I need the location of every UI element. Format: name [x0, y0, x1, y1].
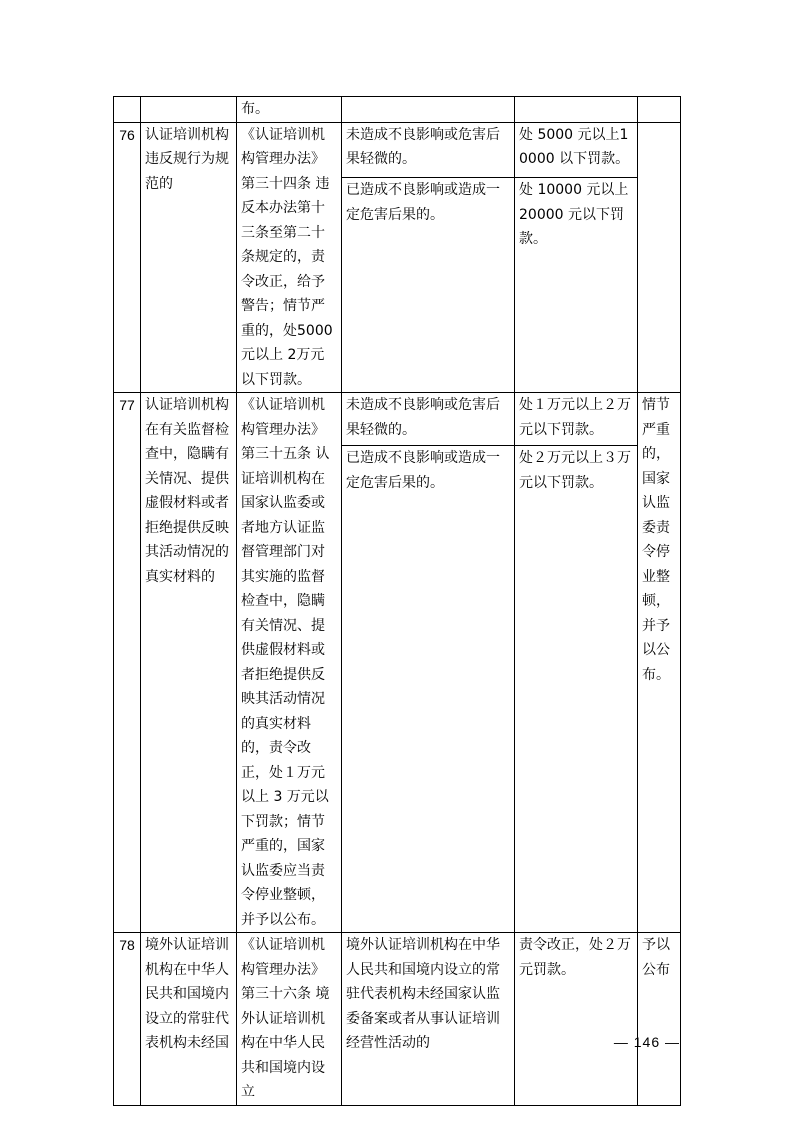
legal-basis-text: 《认证培训机构管理办法》第三十六条 境外认证培训机构在中华人民共和国境内设立: [237, 933, 342, 1106]
legal-basis-text: 《认证培训机构管理办法》第三十四条 违反本办法第十三条至第二十条规定的，责令改正，给予警告；情节严重的，处5000 元以上 2万元以下罚款。: [237, 122, 342, 393]
table-row: [114, 933, 681, 1106]
note-text: 情节严重的，国家认监委责令停业整顿，并予以公布。: [638, 393, 681, 933]
legal-basis-text: 《认证培训机构管理办法》第三十五条 认证培训机构在国家认监委或者地方认证监督管理部门对其实施的监督检查中，隐瞒有关情况、提供虚假材料或者拒绝提供反映其活动情况的真实材料的，责令改正，处１万元以上 3 万元以下罚款；情节严重的，国家认监委应当责令停业整顿，并予以公布。: [237, 393, 342, 933]
penalty-text: 责令改正，处２万元罚款。: [515, 933, 638, 1106]
cell-violation: [141, 97, 237, 123]
violation-text: 境外认证培训机构在中华人民共和国境内设立的常驻代表机构未经国: [141, 933, 237, 1106]
cell-penalty: [515, 97, 638, 123]
cell-note: [638, 97, 681, 123]
table-row: [114, 122, 681, 178]
circumstance-text: 已造成不良影响或造成一定危害后果的。: [342, 178, 515, 393]
note-text: [638, 122, 681, 393]
row-number: 76: [114, 122, 141, 393]
penalty-text: 处１万元以上２万元以下罚款。: [515, 393, 638, 446]
table-row: [114, 393, 681, 446]
circumstance-text: 已造成不良影响或造成一定危害后果的。: [342, 446, 515, 933]
violation-text: 认证培训机构违反规行为规范的: [141, 122, 237, 393]
row-number: 78: [114, 933, 141, 1106]
circumstance-text: 境外认证培训机构在中华人民共和国境内设立的常驻代表机构未经国家认监委备案或者从事认证培训经营性活动的: [342, 933, 515, 1106]
cell-num: [114, 97, 141, 123]
penalty-text: 处２万元以上３万元以下罚款。: [515, 446, 638, 933]
cell-basis: 布。: [237, 97, 342, 123]
note-text: 予以公布: [638, 933, 681, 1106]
table-row-continuation: [114, 97, 681, 123]
circumstance-text: 未造成不良影响或危害后果轻微的。: [342, 122, 515, 178]
row-number: 77: [114, 393, 141, 933]
penalty-text: 处 10000 元以上20000 元以下罚款。: [515, 178, 638, 393]
page-number: — 146 —: [613, 1034, 680, 1050]
penalty-table: [113, 96, 681, 1106]
cell-circumstance: [342, 97, 515, 123]
penalty-text: 处 5000 元以上10000 以下罚款。: [515, 122, 638, 178]
violation-text: 认证培训机构在有关监督检查中，隐瞒有关情况、提供虚假材料或者拒绝提供反映其活动情况的真实材料的: [141, 393, 237, 933]
circumstance-text: 未造成不良影响或危害后果轻微的。: [342, 393, 515, 446]
